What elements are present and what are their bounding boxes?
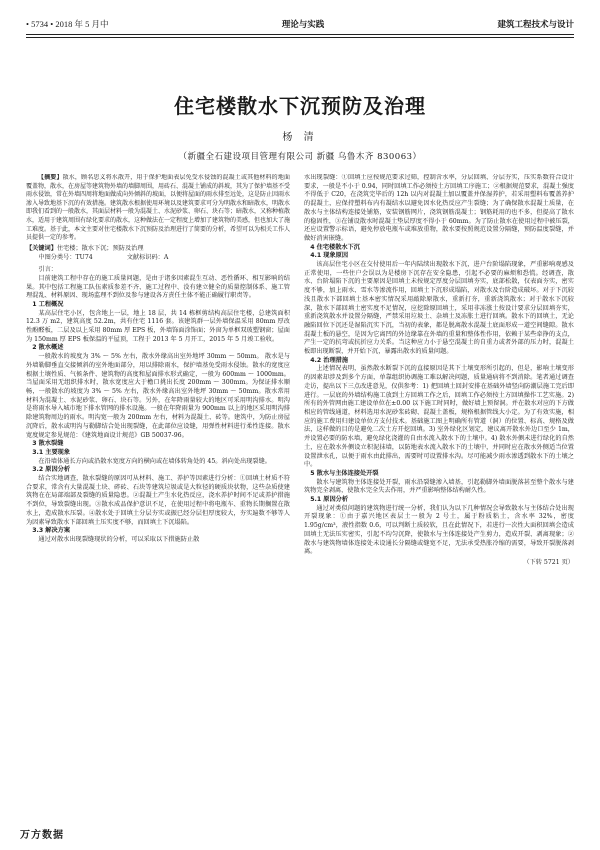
paragraph-4-2: 上述情况表明，虽然散水断裂下沉的直接原因是其下土壤变形所引起的，但是，影响土壤变形的因素却涉及到多个方面，单靠组织协调施工难以解决问题，质量通病将不到消除。笔者通过调查走访，提出以下三点改进意见，仅供参考：1) 把回填土回封安排在基础外墙竖向防潮层施工完后即进行。一层底的外墙结构施工放到土方回填工作之后，回填工作必须按土方回填操作工艺实施。2) 所有的外管网由施工建设单位在±0.00 以下施工时同时，做好墙上预留洞。并在散水对应的下方做相应的管线通道，材料选用水泥砂浆砖砌、混凝土盖板，规格根据管线大小定。为了有效实施，相应的施工费用归建设单位方支付技术。基础施工图上明确所有管道（洞）的位置、标高、规格及做法，这样做的目的是避免二次土方开挖回填。3) 室外绿化区划定，建议离开散水外边口至少 1m，并设置必要的防水墙，避免绿化浇灌的自由水流入散水下的土壤中。4) 散水外侧未进行绿化的自然土，应在散水外侧设立积泥抹墙，以防地表水流入散水下的土壤中，并同时应在散水外侧适当位置设置泄水孔，以便于雨水由此排出，需要时可设置排水沟。尽可能减少雨水渗透到散水下的土壤之中。 <box>304 365 574 469</box>
paragraph-2: 一般散水的坡度为 3% ～ 5% 左右，散水外缘高出室外地坪 30mm ～ 50mm。 散水是与外墙勒脚垂直交接倾斜的室外地面部分，用以排除雨水，保护墙基免受雨水侵蚀。散水的宽度应根据土壤性质、气候条件、建筑物的高度和屋面排水形式确定，一般为 600mm ～ 1000mm。当屋面采用无组织排水时，散水宽度应大于檐口挑出长度 200mm ～ 300mm。为保证排水顺畅，一般散水的坡度为 3% ～ 5% 左右，散水外缘高出室外地坪 30mm ～ 50mm。散水常用材料为混凝土、水泥砂浆、卵石、块石等。另外，在年降雨量较大的地区可采用明沟排水。明沟是将雨水导入城市地下排水管网的排水设施。一般在年降雨量为 900mm 以上的地区采用明沟排除建筑物周边的雨水。明沟宽一般为 200mm 左右，材料为混凝土、砖等。建筑中，为防止房屋沉降后，散水或明沟与勒脚结合处出现裂缝，在此部位应设缝，用弹性材料进行柔性连接。散水宽度规定参见规范：《建筑地面设计规范》GB 50037-96。 <box>26 353 290 439</box>
header-rule <box>26 34 574 35</box>
paragraph-5-1: 通过对类似问题的建筑物进行统一分析，我们认为以下几种情况会导致散水与主体结合处出现开裂现象：①由于嘉兴地区表层土一般为 2 号土，属于粉质粘土，含水率 32%，密度 1.95g/cm³，液性指数 0.6，可以判断土质较软，且在此情况下，若进行一次性大面积回填会造成回填土无法压实密实，引起不均匀沉降，使散水与主体连接处产生剪力，造成开裂、剥离现象；②散水与建筑物墙体连接处未设通长分隔缝或缝宽不足，无法承受热胀冷缩的需要，导致开裂脱落剥离。 <box>304 504 574 556</box>
paragraph-1: 某高层住宅小区，包含地上一层，地上 18 层，共 14 栋框剪结构高层住宅楼，总建筑面积 12.3 万 m2，建筑高度 52.2m，共有住宅 1116 套。该建筑群一层外墙保温采用 80mm 厚改性酚醛板，二层及以上采用 80mm 厚 EPS 板，外墙饰面涂饰面；外窗为单框双玻塑钢窗；屋面为 150mm 厚 EPS 板保温的平屋顶，工程于 2013 年 5 月开工，2015 年 5 月竣工验收。 <box>26 309 290 343</box>
section-heading-2: 2 散水概述 <box>32 344 64 352</box>
section-heading-1: 1 工程概况 <box>32 300 64 308</box>
classification-line <box>38 254 290 263</box>
article-title: 住宅楼散水下沉预防及治理 <box>174 94 426 118</box>
clc-number: 中图分类号：TU74 <box>38 254 93 262</box>
subsection-heading-4-2: 4.2 治理措施 <box>310 356 349 364</box>
header-rule-thin <box>26 37 574 38</box>
subsection-heading-5-1: 5.1 原因分析 <box>310 496 349 504</box>
left-column <box>26 174 290 832</box>
section-name: 理论与实践 <box>281 20 325 30</box>
paragraph-3-3-cont: 水出现裂缝：①回填土应按规范要求过筛，控制含水率，分层回填、分层夯实，压实系数符合设计要求，一般是不小于 0.94，同时回填工作必须按土方回填工序施工；②根据规范要求，混凝土强度不得低于 C20，在浇筑完毕后的 12h 以内对混凝土加以覆盖并保湿养护，若采用塑料布覆盖养护的混凝土，应保持塑料布内有凝结水以避免因水化热反应产生裂缝；为了确保散水混凝土质量，在散水与主体结构连接处铺筋，安装钢筋网片，浇筑钢筋混凝土；钢筋耗用的也不多，但提高了散水的稳固性，③在铺设散水时混凝土垫层厚度不得小于 60mm。为了防止散水在使用过程中被压裂，还应设置警示标语，避免停放电瓶车或堆放重物，散水要按照规范设置分隔缝，预防温度裂缝，并做好消害嵌缝。 <box>304 174 574 242</box>
intro-heading: 引言： <box>38 266 57 274</box>
issue-info: • 5734 • 2018 年 5 月中 <box>26 19 109 29</box>
abstract-label: 【摘要】 <box>38 174 63 181</box>
subsection-heading-3-3: 3.3 解决方案 <box>32 527 71 535</box>
section-heading-3: 3 散水裂缝 <box>32 440 64 448</box>
section-heading-5: 5 散水与主体连接处开裂 <box>310 469 379 477</box>
subsection-heading-3-1: 3.1 主要现象 <box>32 448 71 456</box>
abstract <box>26 174 290 243</box>
paragraph-3-1: 在沿墙体通长方向或沿散水宽度方向的横向或在墙体转角处的 45。斜向处出现裂缝。 <box>38 457 271 465</box>
keywords-label: 【关键词】 <box>26 244 57 252</box>
document-code: 文献标识码：A <box>126 254 169 262</box>
author-name: 杨 清 <box>282 132 318 143</box>
paragraph-5: 散水与建筑物主体连接处开裂，雨水沿裂缝渗入墙基，引起勒脚外墙面脱落甚至整个散水与建筑物完全剥离，使散水完全失去作用，并严重影响整体结构耐久性。 <box>304 478 574 495</box>
keywords-text: 住宅楼；散水下沉；预防及治理 <box>56 244 144 252</box>
continued-note: （下转 5721 页） <box>523 558 574 566</box>
intro-paragraph: 目前建筑工程中存在的施工质量问题，是由于诸多因素混生互动、恶性循环、相互影响的结果。其中包括工程施工队伍素质参差不齐、施工过程中、没有建立健全的质量控制体系、施工管理混乱、材料原因、现场监理不到位及参与建设各方責任主体不能正确履行职责等。 <box>26 274 290 300</box>
journal-name: 建筑工程技术与设计 <box>497 20 574 30</box>
right-column <box>304 174 574 840</box>
paragraph-3-3: 通过对散水出现裂缝现状的分析，可以采取以下措施防止散 <box>38 535 200 543</box>
paragraph-3-2: 结合实地调查，散水裂缝的原因可从材料、施工、养护等因素进行分析：①回填土材质不符合要求，常含有大量混凝土块、碎砖、石块等建筑垃圾或是大粒径的硬质块状物，这些杂质使建筑物在在局部端部及裂缝的质量隐患。②混凝土产生水化热反应，浇水养护时间不足或养护措施不到位，导致裂缝出现。③散水成品保护意识不足，在使用过程中将电瓶车、重物长期搁置在散水上，造成散水压裂。④散水处于回填土分层夯实或振已经分层但厚度较大，夯实遍数不够等人为因素导致散水下部回填土压实度不够，而回填土下沉塌陷。 <box>26 475 290 526</box>
abstract-text: 散水，顾名思义将水散开，用于保护地面表层免受水侵蚀的混凝土或其他材料的地面覆盖物，散水，在房屋等建筑物外墙的墙脚周围，用砖石、混凝土铺成的斜坡，其为了保护墙基不受雨水侵蚀，常在外墙四周将地面做成向外倾斜的坡面，以便将屋面的雨水排至远处，这是防止因雨水渗入导致地基下沉的有效措施。建筑散水根据使用环境以及建筑要求可分为明散水和暗散水，明散水即我们看到的一般散水，其面层材料一般为混凝土、水泥砂浆、卵石、块石等；暗散水，又称种植散水，适用于建筑周围有绿化要求的散水，这种做法在一定程度上增加了建筑物的美感，但也加大了施工难度。基于此，本文主要对住宅楼散水下沉预防及治理进行了简要的分析，希望可以为相关工作人员提供一定的参考。 <box>26 174 290 242</box>
wanfang-logo: 万方数据 <box>20 830 64 841</box>
keywords <box>26 245 290 254</box>
subsection-heading-4-1: 4.1 现象原因 <box>310 252 349 260</box>
paragraph-4-1: 该高层住宅小区在交付使用后一年内陆续出现散水下沉，进户台阶塌陷现象，严重影响观感及正常使用，一些住户会误以为是楼房下沉存在安全隐患，引起不必要的麻烦和恐慌。经调查，散水、台阶塌陷下沉的主要原因是回填土未按规定厚度分层回填夯实，底部松散，仅表面夯实，密实度不够，加上雨水、雪水等渗流作用，回填土下沉形成塌陷，对散水及台阶造成破坏。对于下沉较浅且散水下部回填土基本密实情况采用敲除原散水，重新打夯，重新浇筑散水；对于散水下沉较深，散水下部回填土密实度不足情况，应挖除原回填土，采用非冻涨土按设计要求分层回填夯实，重新浇筑散水并设置分隔缝，严禁采用垃圾土、杂填土及冻胀土进行回填。散水下的回填土，无论融陷回位下沉还是湿陷沉实下沉，当初的表象，都是脱离散水混凝土底面形成一道空间缝隙。散水混凝土板的悬空，是因为它离凹的外边缘靠在外墙的重量和整体性作用，依赖于某些牵挣的支点，产生一定的抗弯或抗折应力关系。当这种应力小于悬空混凝土的自重力或者外部的压力时，混凝土板即出现断裂，并开始下沉，暴露出散水的质量问题。 <box>304 261 574 356</box>
running-header <box>26 16 574 32</box>
section-heading-4: 4 住宅楼散水下沉 <box>310 243 360 251</box>
subsection-heading-3-2: 3.2 原因分析 <box>32 466 71 474</box>
author-affiliation: （新疆全石建设项目管理有限公司 新疆 乌鲁木齐 830063） <box>178 152 422 162</box>
